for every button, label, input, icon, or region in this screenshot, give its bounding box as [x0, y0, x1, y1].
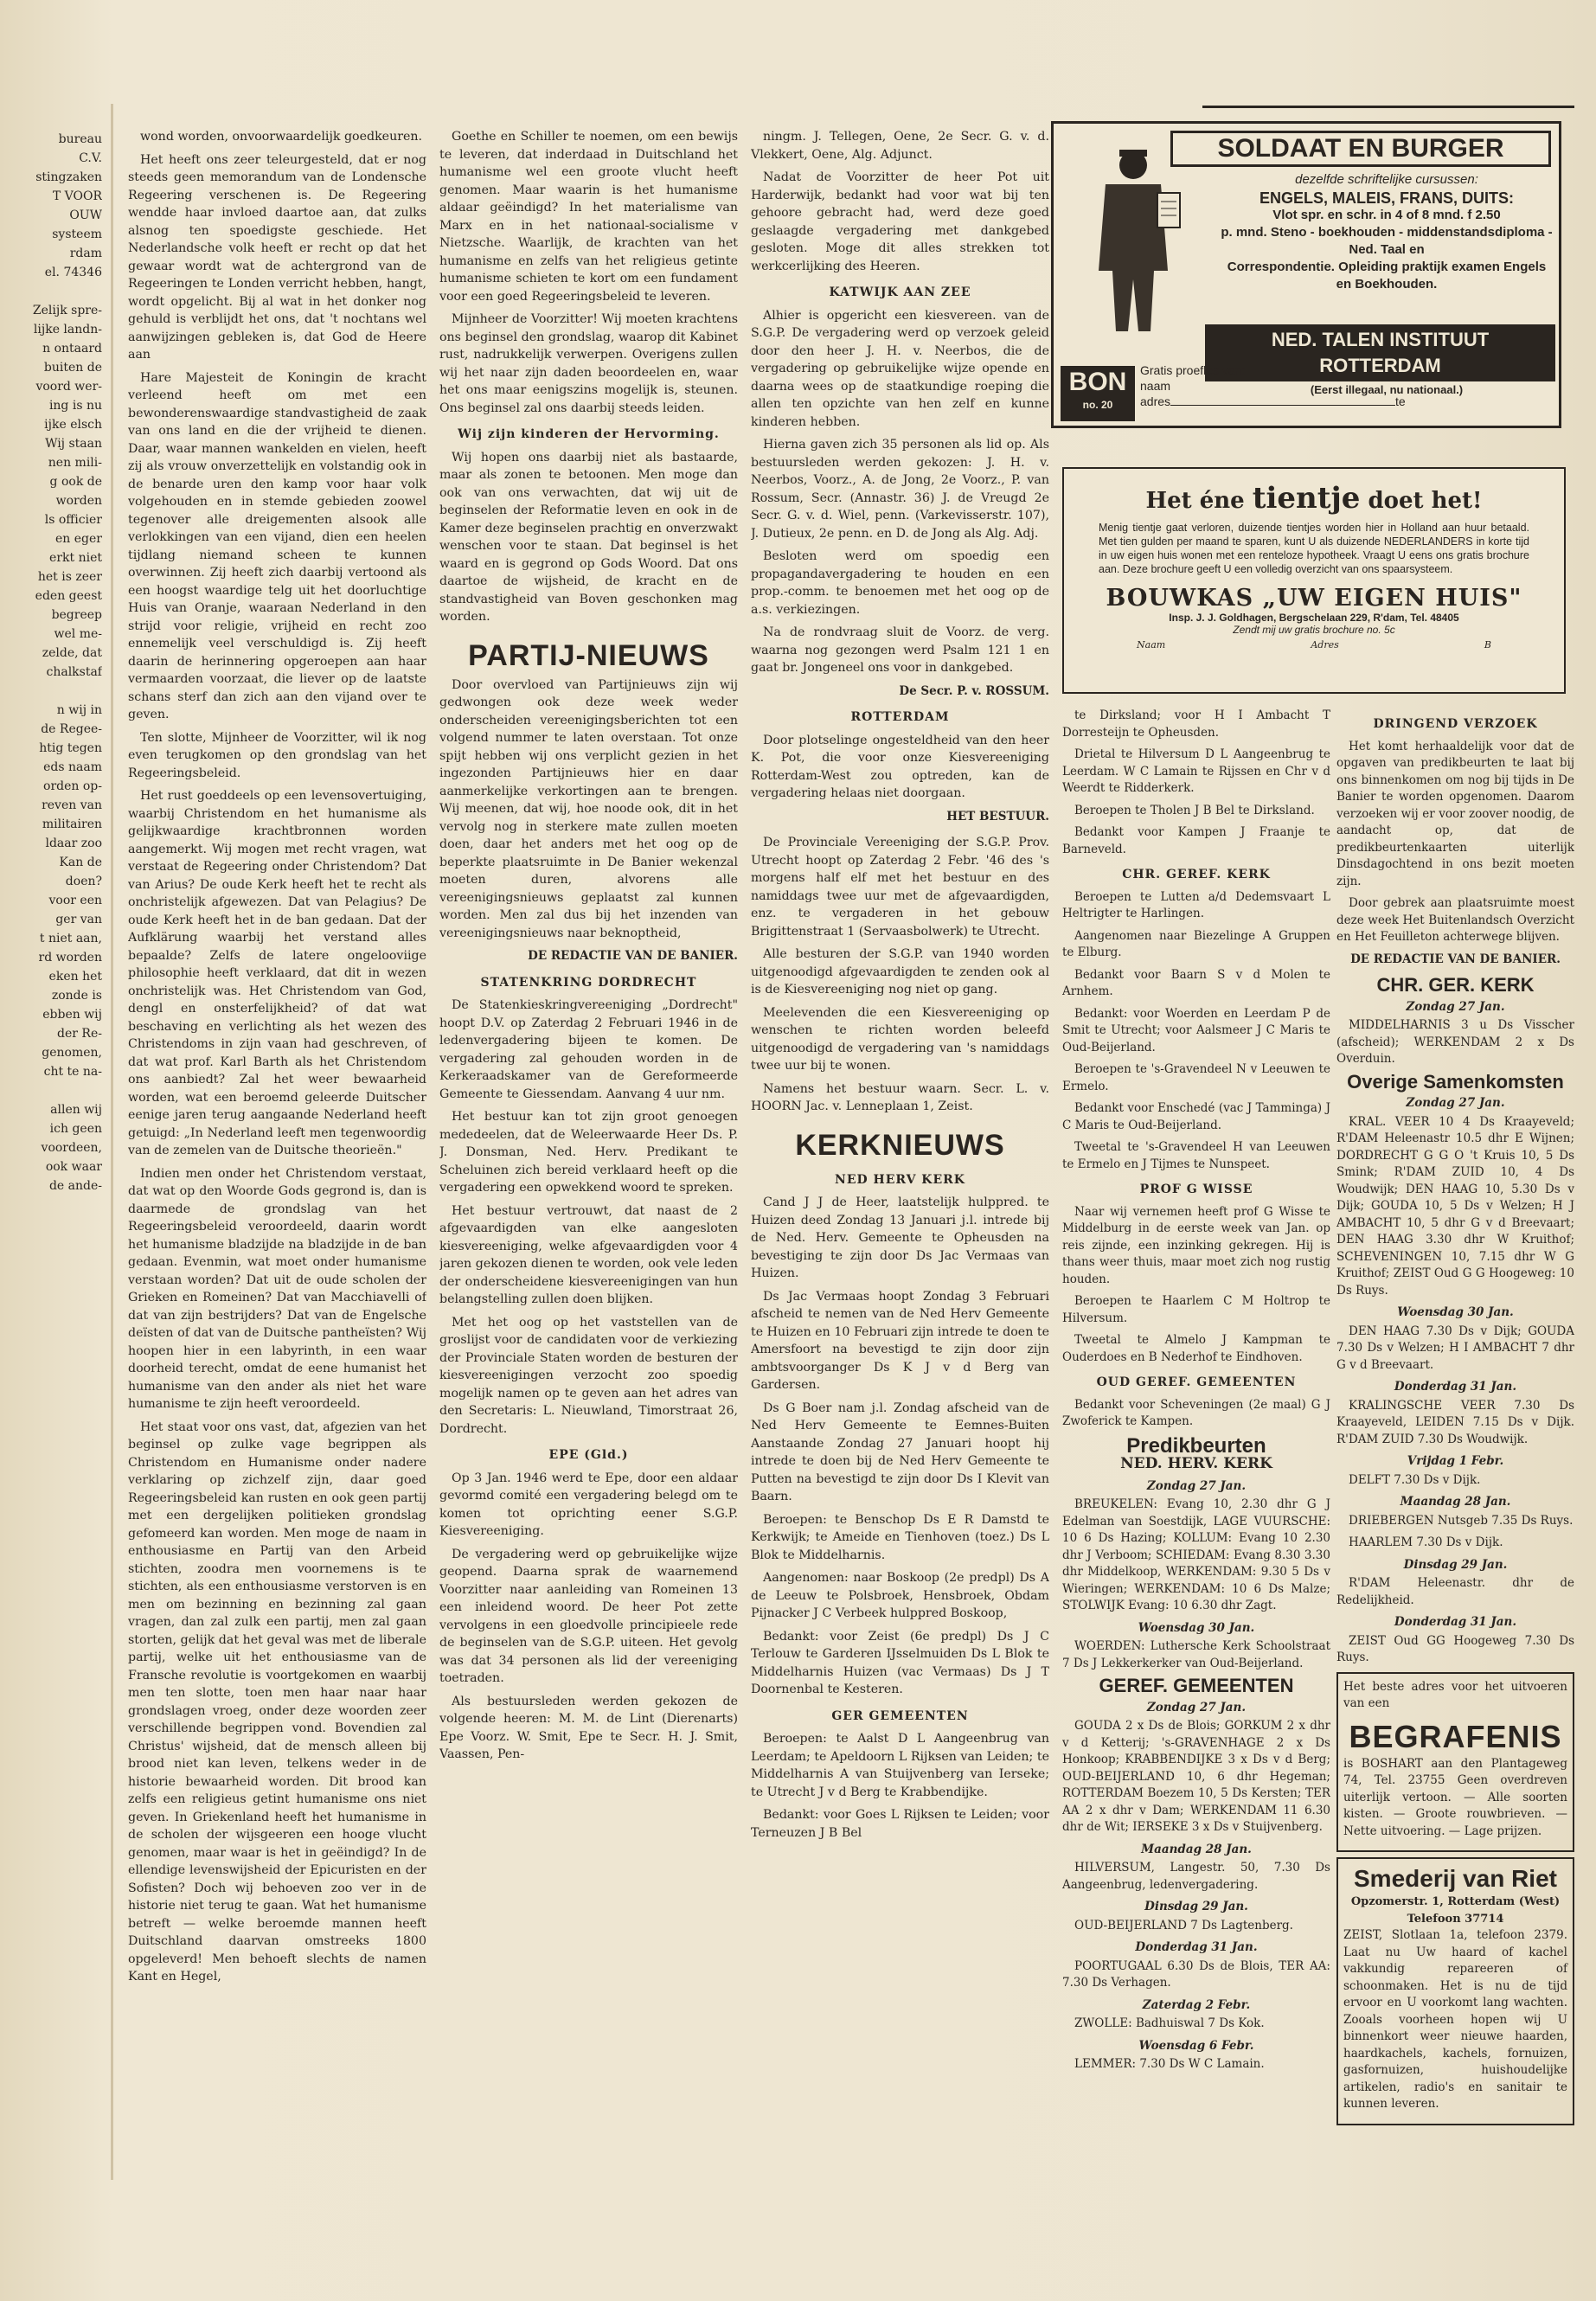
edge-line: systeem — [52, 228, 102, 241]
subheading: NED HERV KERK — [835, 1172, 965, 1187]
subheading: PROF G WISSE — [1139, 1183, 1253, 1196]
edge-line: nen mili- — [48, 456, 102, 470]
article-text: Door plotselinge ongesteldheid van den heer K. Pot, die voor onze Kiesvereeniging Rotterdam-West zou optreden, kan de vergadering helaas niet doorgaan. — [751, 733, 1049, 800]
edge-line: chalkstaf — [46, 665, 102, 679]
edge-line: en eger — [55, 532, 102, 546]
subheading: CHR. GER. KERK — [1376, 974, 1535, 996]
edge-line: t niet aan, — [39, 932, 102, 945]
date-line: Zondag 27 Jan. — [1406, 1096, 1505, 1110]
edge-line: stingzaken — [35, 170, 102, 184]
service-listing: MIDDELHARNIS 3 u Ds Visscher (afscheid); WERKENDAM 2 x Ds Overduin. — [1336, 1018, 1574, 1066]
article-text: Het bestuur vertrouwt, dat naast de 2 afgevaardigden van elke aangesloten kiesvereeniging, welke afgevaardigden voor 4 jaren gekozen dienen te worden, ook vele leden der onderscheidene kiesvereenigingen van hun belangstelling zullen doen blijken. — [439, 1203, 738, 1306]
edge-line: voordeen, — [41, 1141, 102, 1155]
date-line: Zondag 27 Jan. — [1406, 999, 1505, 1014]
section-heading-partij-nieuws: PARTIJ-NIEUWS — [468, 638, 709, 672]
service-listing: HAARLEM 7.30 Ds v Dijk. — [1349, 1535, 1503, 1549]
subheading: Overige Samenkomsten — [1347, 1070, 1564, 1093]
advertisement-begrafenis — [1336, 1672, 1574, 1853]
article-text: Met het oog op het vaststellen van de groslijst voor de candidaten voor de verkiezing der Provinciale Staten worden de besturen der kiesvereenigingen verzocht zoo spoedig mogelijk namen op te geven aan het adres van den Secretaris: L. Nieuwland, Timorstraat 26, Dordrecht. — [439, 1315, 738, 1436]
edge-line: de ande- — [48, 1179, 102, 1193]
edge-line: voord wer- — [35, 380, 102, 394]
edge-line: doen? — [65, 875, 102, 888]
church-news: Tweetal te 's-Gravendeel H van Leeuwen te Ermelo en J Tijmes te Nunspeet. — [1062, 1140, 1330, 1171]
service-listing: KRALINGSCHE VEER 7.30 Ds Kraayeveld, LEIDEN 7.15 Ds v Dijk. R'DAM ZUID 7.30 Ds Woudwijk. — [1336, 1398, 1574, 1446]
signature: De Secr. P. v. ROSSUM. — [899, 683, 1049, 698]
ad-title: Het éne tientje doet het! — [1145, 481, 1483, 516]
service-listing: GOUDA 2 x Ds de Blois; GORKUM 2 x dhr v d Ketterij; 's-GRAVENHAGE 2 x Ds Honkoop; KRABBENDIJKE 3 x Ds v d Berg; OUD-BEIJERLAND 10, 6 dhr Hegeman; ROTTERDAM Boezem 10, 5 Ds Kersten; TER AA 2 x dhr v Dam; WERKENDAM 11 6.30 dhr de Wit; IERSEKE 3 x Ds v Stuijvenberg. — [1062, 1719, 1330, 1834]
edge-line: htig tegen — [39, 741, 102, 755]
edge-line: zelde, dat — [42, 646, 102, 660]
ad-title: SOLDAAT EN BURGER — [1170, 131, 1551, 167]
church-news: Bedankt voor Scheveningen (2e maal) G J Zwoferick te Kampen. — [1062, 1397, 1330, 1428]
service-listing: BREUKELEN: Evang 10, 2.30 dhr G J Edelman van Soestdijk, LAGE VUURSCHE: 10 6 Ds Hazing; KOLLUM: Evang 10 2.30 dhr J Verboom; SCHIEDAM: Evang 8.30 3.30 dhr Middelkoop, WERKENDAM: 9.30 5 Ds v Wieringen; WERKENDAM: 10 6 Ds Malze; STOLWIJK Evang: 10 6.30 dhr Zagt. — [1062, 1497, 1330, 1612]
coupon-line: Gratis proefles van: — [1140, 363, 1246, 377]
article-text: Cand J J de Heer, laatstelijk hulppred. te Huizen deed Zondag 13 Januari j.l. intrede bij de Ned. Herv. Gemeente te Opheusden na bevestiging te zijn door Ds Jac Vermaas van Huizen. — [751, 1195, 1049, 1280]
column-3 — [751, 128, 1049, 2135]
article-text: Hierna gaven zich 35 personen als lid op. Als bestuursleden werden gekozen: J. H. v. Neerbos, Voorz., A. de Jong, 2e Voorz., P. van Rossum, Secr. (Annastr. 36) J. de Vreugd 2e Secr. G. v. d. Wiel, penn. (Varkevisserstr. 107), J. Dutieux, 2e penn. en D. de Jong als Alg. Adj. — [751, 438, 1049, 541]
edge-line: ook waar — [45, 1160, 102, 1174]
edge-line: Kan de — [59, 856, 102, 869]
edge-line: Zelijk spre- — [32, 304, 102, 317]
edge-line: ger van — [55, 913, 102, 926]
church-news: Bedankt voor Kampen J Fraanje te Barneveld. — [1062, 825, 1330, 856]
edge-line: worden — [55, 494, 102, 508]
edge-line: rdam — [69, 247, 102, 260]
column-1 — [128, 128, 426, 2135]
edge-line: C.V. — [79, 151, 102, 165]
church-news: Bedankt: voor Woerden en Leerdam P de Smit te Utrecht; voor Aalsmeer J C Maris te Oud-Beijerland. — [1062, 1006, 1330, 1054]
edge-line: het is zeer — [37, 570, 102, 584]
service-listing: WOERDEN: Luthersche Kerk Schoolstraat 7 Ds J Lekkerkerker van Oud-Beijerland. — [1062, 1639, 1330, 1670]
article-text: Het rust goeddeels op een levensovertuiging, waarbij Christendom en het humanisme als gelijkwaardige krachtbronnen worden aangemerkt. Wij mogen met recht vragen, wat verstaat de Regeering onder Christendom? Dat van Arius? De oude Kerk heeft het te recht als onchristelijk afgewezen. Dat van Pelagius? De oude Kerk heeft het in de ban gedaan. Dat der Aufklärung waarbij het verstand alles bepaalde? Zelfs de latere ongelooviige philosophie heeft verklaard, dat dit in wezen onchristelijk was. Het Christendom van God, dengl en onsterfelijkheid? of dat wat beschaving en verlichting als het wezen des Christendoms in zijn vaan had geschreven, of dat wat prof. Karl Barth als het Christendom ons aanbiedt? Zal het weer bewaarheid worden, wat een beroemd geleerde Duitscher eenige jaren terug aangaande Nederland heeft getuigd: „In Nederland leeft men tegenwoordig van de zemelen van de Duitsche theorieën." — [128, 789, 426, 1157]
date-line: Donderdag 31 Jan. — [1394, 1615, 1517, 1629]
edge-line: cht te na- — [43, 1065, 102, 1079]
article-text: Beroepen: te Benschop Ds E R Damstd te Kerkwijk; te Ameide en Tienhoven (toez.) Ds L Blok te Middelharnis. — [751, 1512, 1049, 1562]
subheading: DRINGEND VERZOEK — [1373, 717, 1538, 731]
edge-line: allen wij — [50, 1103, 102, 1117]
date-line: Zaterdag 2 Febr. — [1142, 1997, 1251, 2012]
article-text: Ds Jac Vermaas hoopt Zondag 3 Februari afscheid te nemen van de Ned Herv Gemeente te Huizen en 10 Februari zijn intrede te doen te Amersfoort na bevestigd te zijn door zijn ambtsvoorganger Ds K J v d Berg van Gardersen. — [751, 1289, 1049, 1392]
signature: DE REDACTIE VAN DE BANIER. — [1350, 952, 1561, 966]
date-line: Maandag 28 Jan. — [1141, 1842, 1252, 1856]
church-news: Beroepen te Tholen J B Bel te Dirksland. — [1074, 803, 1315, 817]
edge-line — [0, 682, 102, 701]
edge-line: n wij in — [56, 703, 102, 717]
date-line: Donderdag 31 Jan. — [1394, 1380, 1517, 1394]
ad-address: Opzomerstr. 1, Rotterdam (West) Telefoon 37714 — [1350, 1895, 1561, 1926]
ad-title: Smederij van Riet — [1354, 1865, 1557, 1892]
top-rule — [1202, 106, 1574, 108]
date-line: Vrijdag 1 Febr. — [1407, 1454, 1504, 1468]
church-news: Beroepen te 's-Gravendeel N v Leeuwen te Ermelo. — [1062, 1062, 1330, 1093]
edge-line: n ontaard — [42, 342, 102, 356]
article-text: Meelevenden die een Kiesvereeniging op wenschen te richten worden beleefd uitgenoodigd de vergadering van 's namiddags twee uur bij te wonen. — [751, 1005, 1049, 1073]
article-text: Bedankt: voor Goes L Rijksen te Leiden; voor Terneuzen J B Bel — [751, 1808, 1049, 1840]
edge-line — [0, 1081, 102, 1100]
date-line: Donderdag 31 Jan. — [1135, 1940, 1258, 1954]
church-news: Drietal te Hilversum D L Aangeenbrug te Leerdam. W C Lamain te Rijssen en Chr v d Weerdt te Ridderkerk. — [1062, 747, 1330, 795]
article-text: ningm. J. Tellegen, Oene, 2e Secr. G. v. d. Vlekkert, Oene, Alg. Adjunct. — [751, 130, 1049, 162]
advertisement-smederij — [1336, 1857, 1574, 2125]
coupon-line: adres te — [1140, 394, 1406, 408]
article-text: Door overvloed van Partijnieuws zijn wij gedwongen ook deze week weder onderscheiden vereenigingsberichten tot een volgend nummer te laten overstaan. Tot onze spijt hebben wij ons verplicht gezien in het ingezonden Partijnieuws hier en daar aanmerkelijke verkortingen aan te brengen. Wij meenen, dat wij, hoe noode ook, dit in het vervolg nog in sterkere mate zullen moeten doen, daar het anders met het oog op de beperkte plaatsruimte in De Banier wekenzal moeten duren, alvorens alle vereenigingsnieuws geplaatst zal kunnen worden. Men zal dus bij het inzenden van vereenigingsnieuws naar beknoptheid, — [439, 677, 738, 940]
service-listing: DRIEBERGEN Nutsgeb 7.35 Ds Ruys. — [1349, 1513, 1574, 1528]
edge-line: eds naam — [43, 760, 102, 774]
subheading: STATENKRING DORDRECHT — [480, 975, 697, 990]
subheading: GER GEMEENTEN — [831, 1708, 969, 1723]
article-text: Ds G Boer nam j.l. Zondag afscheid van de Ned Herv Gemeente te Eemnes-Buiten Aanstaande Zondag 27 Januari hoopt hij intrede te doen bij de Ned Herv Gemeente te Putten na bevestigd te zijn door Ds I Klevit van Baarn. — [751, 1400, 1049, 1503]
coupon-title: BON — [1068, 368, 1127, 396]
article-text: Ten slotte, Mijnheer de Voorzitter, wil ik nog even terugkomen op den grondslag van het Regeeringsbeleid. — [128, 730, 426, 780]
ad-subtitle: dezelfde schriftelijke cursussen: — [1295, 172, 1478, 187]
date-line: Dinsdag 29 Jan. — [1403, 1557, 1508, 1572]
subheading: ROTTERDAM — [850, 710, 950, 724]
ad-brand: BOUWKAS „UW EIGEN HUIS" — [1106, 585, 1522, 612]
edge-line: bureau — [58, 132, 102, 146]
edge-line: ls officier — [44, 513, 102, 527]
page-fold — [111, 104, 113, 2180]
edge-line: eden geest — [35, 589, 102, 603]
edge-line — [0, 282, 102, 301]
edge-line: der Re- — [57, 1027, 102, 1041]
column-5 — [1336, 708, 1574, 2135]
advertisement-soldaat-en-burger — [1051, 121, 1561, 428]
subheading: GEREF. GEMEENTEN — [1099, 1675, 1294, 1696]
subheading: CHR. GEREF. KERK — [1122, 868, 1271, 881]
church-news: Naar wij vernemen heeft prof G Wisse te Middelburg in de eerste week van Jan. op reis zijnde, een inzinking gekregen. Hij is thans weer thuis, maar moet zich nog rustig houden. — [1062, 1204, 1330, 1286]
edge-line: reven van — [42, 798, 102, 812]
service-listing: HILVERSUM, Langestr. 50, 7.30 Ds Aangeenbrug, ledenvergadering. — [1062, 1861, 1330, 1892]
edge-line: rd worden — [38, 951, 102, 965]
coupon-fields — [1140, 362, 1547, 409]
article-text: Alle besturen der S.G.P. van 1940 worden uitgenoodigd afgevaardigden te zenden ook al is de Kiesvereeniging nog niet op gang. — [751, 947, 1049, 997]
service-listing: KRAL. VEER 10 4 Ds Kraayeveld; R'DAM Heleenastr 10.5 dhr E Wijnen; DORDRECHT G G O 't Kruis 10, 5 Ds Smink; R'DAM ZUID 10, 4 Ds Woudwijk; DEN HAAG 10, 5.30 Ds v Dijk; GOUDA 10, 5 Ds v Welzen; H J AMBACHT 10, 5 dhr G v d Breevaart; DEN HAAG 3.30 dhr W Kruithof; SCHEVENINGEN 10, 7.15 dhr W G Kruithof; ZEIST Oud G G Hoogeweg: 10 Ds Ruys. — [1336, 1114, 1574, 1298]
edge-line: lijke landn- — [33, 323, 102, 336]
edge-line: zonde is — [51, 989, 102, 1003]
date-line: Woensdag 30 Jan. — [1397, 1305, 1514, 1319]
edge-line: militairen — [42, 817, 102, 831]
article-text: Indien men onder het Christendom verstaat, dat wat op den Woorde Gods gegrond is, dan is daarmede de grondslag van het Regeeringsbeleid veroordeeld, daarin wordt het humanisme bladzijde na bladzijde in de ban gedaan. Evenmin, wat moet onder humanisme verstaan worden? Dat uit de oude scholen der Grieken en Romeinen? Dat van Macchiavelli of dat van zijn bestrijders? Dat van de Engelsche deïsten of dat van de Duitsche pantheïsten? Wij hoopen hier in een labyrinth, in een waar doorheid terecht, omdat de eene humanist het humanisme van den ander als niet het ware humanisme te zijn heeft veroordeeld. — [128, 1166, 426, 1411]
edge-line: ldaar zoo — [45, 836, 102, 850]
article-text: Na de rondvraag sluit de Voorz. de verg. waarna nog gezongen werd Psalm 121 1 en gaat br. Jongeneel ons voor in dankgebed. — [751, 625, 1049, 675]
advertisement-bouwkas — [1062, 467, 1566, 694]
soldier-illustration-icon — [1071, 141, 1192, 340]
article-text: Als bestuursleden werden gekozen de volgende heeren: M. M. de Lint (Dierenarts) Epe Voorz. W. Smit, Epe te Secr. H. J. Smit, Vaassen, Pen- — [439, 1694, 738, 1761]
church-news: Tweetal te Almelo J Kampman te Ouderdoes en B Nederhof te Eindhoven. — [1062, 1333, 1330, 1364]
church-news: Bedankt voor Baarn S v d Molen te Arnhem. — [1062, 967, 1330, 998]
coupon-label — [1061, 366, 1135, 421]
edge-line: Wij staan — [45, 437, 102, 451]
church-news: Bedankt voor Enschedé (vac J Tamminga) J C Maris te Oud-Beijerland. — [1062, 1101, 1330, 1132]
subheading: Wij zijn kinderen der Hervorming. — [458, 427, 720, 441]
edge-line: T VOOR — [52, 189, 102, 203]
edge-line: ebben wij — [42, 1008, 102, 1022]
article-text: Wij hopen ons daarbij niet als bastaarde, maar als zonen te betoonen. Men moge dan ook van ons verwachten, dat wij uit de beginselen der Reformatie leven en ook in de Kamer deze beginselen prachtig en onverzwakt wenschen voor te staan. Dat beginsel is het waard en is gegrond op Gods Woord. Dat ons daartoe de wijsheid, de kracht en de standvastigheid van Boven geschonken mag worden. — [439, 450, 738, 624]
ad-body: ZEIST, Slotlaan 1a, telefoon 2379. Laat nu Uw haard of kachel vakkundig repareeren of schoonmaken. Het is nu de tijd ervoor en U voorkomt lang wachten. Zooals voorheen hopen wij U binnenkort weer nieuwe haarden, haardkachels, kachels, fornuizen, gasfornuizen, huishoudelijke artikelen, radio's en sanitair te kunnen leveren. — [1343, 1928, 1567, 2111]
edge-line: g ook de — [49, 475, 102, 489]
date-line: Woensdag 30 Jan. — [1138, 1620, 1255, 1635]
subheading: OUD GEREF. GEMEENTEN — [1096, 1375, 1297, 1389]
ad-fields: Naam Adres B — [1137, 639, 1491, 651]
edge-line: wel me- — [54, 627, 102, 641]
date-line: Zondag 27 Jan. — [1146, 1700, 1247, 1715]
ad-body: is BOSHART aan den Plantageweg 74, Tel. 23755 Geen overdreven uiterlijk vertoon. — Alle soorten kisten. — Groote rouwbrieven. — Nette uitvoering. — Lage prijzen. — [1343, 1756, 1567, 1838]
article-text: Bedankt: voor Zeist (6e predpl) Ds J C Terlouw te Garderen IJsselmuiden Ds L Blok te Middelharnis Huizen (vac Vermaas) Ds J T Doornenbal te Kesteren. — [751, 1629, 1049, 1696]
church-news: Beroepen te Lutten a/d Dedemsvaart L Heltrigter te Harlingen. — [1062, 889, 1330, 920]
coupon-number: no. 20 — [1082, 399, 1113, 411]
service-listing: OUD-BEIJERLAND 7 Ds Lagtenberg. — [1074, 1918, 1293, 1932]
church-news: Beroepen te Haarlem C M Holtrop te Hilversum. — [1062, 1294, 1330, 1325]
service-listing: DELFT 7.30 Ds v Dijk. — [1349, 1472, 1481, 1487]
ad-intro: Het beste adres voor het uitvoeren van een — [1343, 1679, 1567, 1710]
coupon-line: naam — [1140, 379, 1171, 393]
edge-line: ing is nu — [48, 399, 102, 413]
institute-city: ROTTERDAM — [1319, 355, 1441, 376]
date-line: Dinsdag 29 Jan. — [1144, 1900, 1248, 1913]
section-heading-kerknieuws: KERKNIEUWS — [795, 1128, 1005, 1162]
edge-line: voor een — [48, 894, 102, 907]
ad-body — [1218, 189, 1555, 293]
signature: HET BESTUUR. — [946, 809, 1049, 824]
ad-line: ENGELS, MALEIS, FRANS, DUITS: — [1259, 189, 1514, 207]
ad-body: Menig tientje gaat verloren, duizende tientjes worden hier in Holland aan huur betaald. Met tien gulden per maand te sparen, kunt U als duizende NEDERLANDERS in korte tijd in uw eigen huis wonen met een renteloze hypotheek. Vraagt U eens ons gratis brochure aan. Deze brochure geeft U een volledig overzicht van ons spaarsysteem. — [1099, 522, 1529, 575]
article-text: Goethe en Schiller te noemen, om een bewijs te leveren, dat inderdaad in Duitschland het humanisme wel een groote vlucht heeft genomen. Maar waarin is het humanisme aldaar geëindigd? In het materialisme van Marx en in het nationaal-socialisme v Nietzsche. Waarlijk, de krachten van het humanisme en zelfs van het religieus getinte humanisme schieten te kort om een fundament voor een goed Regeeringsbeleid te leveren. — [439, 130, 738, 304]
article-text: Aangenomen: naar Boskoop (2e predpl) Ds A de Leeuw te Polsbroek, Hensbroek, Obdam Pijnacker J C Verbeek hulppred Boskoop, — [751, 1571, 1049, 1620]
institute-name: NED. TALEN INSTITUUT — [1271, 329, 1490, 350]
article-text: Hare Majesteit de Koningin de kracht verleend heeft om met een bewonderenswaardige standvastigheid de zaak van ons land en die der vrijheid te dienen. Daar, waar mannen wankelden en vielen, heeft zij als vrouw onverzettelijk en volstandig ook in de benarde uren den kamp voor haar volk volgehouden en in stemde gebieden zoowel tegenover alle dreigementen alsook alle verlokkingen van een vijand, dien een heelen tijdlang niemand scheen te kunnen overwinnen. Zij heeft zich daarbij vertoond als een hoogst waardige telg uit het doorluchtige Huis van Oranje, waaraan Nederland in den strijd voor religie, vrijheid en recht zoo ennemelijk veel verschuldigd is. Zij heeft daarin de herinnering opgeroepen aan haar vermaarden voorzaat, die liever op de laatste schans sterf dan zich aan den vijand over te geven. — [128, 370, 426, 721]
edge-line: genomen, — [42, 1046, 102, 1060]
service-listing: DEN HAAG 7.30 Ds v Dijk; GOUDA 7.30 Ds v Welzen; H I AMBACHT 7 dhr G v d Breevaart. — [1336, 1324, 1574, 1372]
date-line: Zondag 27 Jan. — [1146, 1478, 1247, 1493]
subheading: KATWIJK AAN ZEE — [829, 285, 971, 299]
ad-address: Insp. J. J. Goldhagen, Bergschelaan 229, R'dam, Tel. 48405 — [1169, 612, 1459, 624]
ad-footer: Zendt mij uw gratis brochure no. 5c — [1233, 624, 1395, 636]
article-text: De Statenkieskringvereeniging „Dordrecht" hoopt D.V. op Zaterdag 2 Februari 1946 in de ledenvergadering bijeen te komen. De vergadering zal gehouden worden in de Kerkeraadskamer van de Gereformeerde Gemeente te Giessendam. Aanvang 4 uur nm. — [439, 998, 738, 1101]
article-text: Alhier is opgericht een kiesvereen. van de S.G.P. De vergadering werd op verzoek geleid door den heer J. H. v. Neerbos, die de vergadering op gebruikelijke wijze opende en daarna wees op de staatkundige roeping die allen ten opzichte van hen zelf en kunne kinderen hebben. — [751, 308, 1049, 429]
church-news: Aangenomen naar Biezelinge A Gruppen te Elburg. — [1062, 928, 1330, 959]
edge-line: ich geen — [49, 1122, 102, 1136]
article-text: Het staat voor ons vast, dat, afgezien van het beginsel op zulke vage begrippen als Christendom en Humanisme onder nadere verklaring op zichzelf zijn, daar goed Regeeringsbeleid kan rusten en ook geen partij met een dergelijken politieken grondslag gefomeerd kan worden. Men moge de naam in enthousiasme en Partij van den Arbeid stichten, zoodra men voornemens is te stichten, als een enthousiasme verstorven is en men om bezinning en bezinning zal gaan vragen, dan zal zulk een partij, men zal gaan storten, gelijk dat het geval was met de liberale partij, welke uit het enthousiasme van de Fransche revolutie is voortgekomen en waarbij men ten slotte, toen men haar naar haar grondslagen vroeg, onder deze woorden zeer verschillende begrippen vond. Bovendien zal Christus' wijsheid, dat de mensch alleen bij brood niet kan leven, telkens weder in de historie bewaarheid worden. Dit brood kan zelfs een religieus getint humanisme ons niet geven. In Griekenland heeft het humanisme in de scholen der wijsgeeren een hooge vlucht genomen, maar waar is het in geëindigd? In de ellendige levenswijsheid der Epicuristen en der Sofisten? Doch wij behoeven zoo ver in de historie niet terug te gaan. Wat het humanisme betreft — welke beroemde mannen heeft Duitschland daarvan omstreeks 1800 opgeleverd! Men behoeft slechts de namen Kant en Hegel, — [128, 1420, 426, 1984]
column-4 — [1062, 708, 1330, 2135]
service-listing: POORTUGAAL 6.30 Ds de Blois, TER AA: 7.30 Ds Verhagen. — [1062, 1958, 1330, 1990]
article-text: Het bestuur kan tot zijn groot genoegen mededeelen, dat de Weleerwaarde Heer Ds. P. J. Donsman, Ned. Herv. Predikant te Scheluinen zich bereid verklaard heeft op die vergadering een opwekkend woord te spreken. — [439, 1110, 738, 1195]
subheading: EPE (Gld.) — [548, 1448, 629, 1462]
edge-line: el. 74346 — [44, 266, 102, 279]
article-text: Nadat de Voorzitter de heer Pot uit Harderwijk, bedankt had voor wat bij ten gehoore gebracht had, werd deze goed geslaagde vergadering met dankgebed gesloten. Moge dit alles strekken tot werkcerlijking des Heeren. — [751, 170, 1049, 273]
article-text: Besloten werd om spoedig een propagandavergadering te houden en een prop.-comm. te benoemen met het oog op de a.s. verkiezingen. — [751, 549, 1049, 617]
edge-line: de Regee- — [41, 722, 102, 736]
notice-text: Door gebrek aan plaatsruimte moest deze week Het Buitenlandsch Overzicht en Het Feuilleton achterwege blijven. — [1336, 896, 1574, 944]
article-text: Het heeft ons zeer teleurgesteld, dat er nog steeds geen memorandum van de Londensche Regeering verschenen is. De Regeering wendde haar invloed daartoe aan, dat zulks alsnog ten spoedigste geschiede. Het Nederlandsche volk heeft er recht op dat het gewaar wordt wat de achtergrond van de Regeeringen te Londen verricht hebben, hangt, wordt opgelicht. Bij al wat in het donker nog gehuld is verblijdt het ons, dat 't nochtans wel aanwijzingen gebleken is, dat God de Heere aan — [128, 152, 426, 362]
service-listing: ZWOLLE: Badhuiswal 7 Ds Kok. — [1074, 2016, 1265, 2030]
cut-off-left-column — [0, 130, 102, 2119]
article-text: De vergadering werd op gebruikelijke wijze geopend. Daarna sprak de waarnemend Voorzitter naar aanleiding van Romeinen 13 een inleidend woord. De heer Pot zette vervolgens in een gloedvolle principieele rede de beginselen van de S.G.P. uiteen. Het gevolg was dat 34 personen als lid der vereeniging toetraden. — [439, 1547, 738, 1685]
ad-line: Correspondentie. Opleiding praktijk examen Engels en Boekhouden. — [1227, 260, 1547, 292]
article-text: wond worden, onvoorwaardelijk goedkeuren. — [140, 130, 423, 144]
article-text: De Provinciale Vereeniging der S.G.P. Prov. Utrecht hoopt op Zaterdag 2 Febr. '46 des 's morgens half elf met het bestuur en des namiddags twee uur met de afgevaardigden, enz. te vergaderen in het gebouw Brigittenstraat 1 (Servaasbolwerk) te Utrecht. — [751, 836, 1049, 939]
date-line: Maandag 28 Jan. — [1400, 1495, 1511, 1509]
article-text: Op 3 Jan. 1946 werd te Epe, door een aldaar gevormd comité een vergadering belegd om te komen tot oprichting eener S.G.P. Kiesvereeniging. — [439, 1471, 738, 1538]
church-news: te Dirksland; voor H I Ambacht T Dorresteijn te Opheusden. — [1062, 708, 1330, 740]
edge-line: begreep — [51, 608, 102, 622]
service-listing: ZEIST Oud GG Hoogeweg 7.30 Ds Ruys. — [1336, 1633, 1574, 1664]
article-text: Beroepen: te Aalst D L Aangeenbrug van Leerdam; te Apeldoorn L Rijksen van Leiden; te Middelharnis A van Stuijvenberg van Ierseke; te Utrecht J v d Berg te Krabbendijke. — [751, 1732, 1049, 1799]
edge-line: OUW — [69, 208, 102, 222]
edge-line: erkt niet — [49, 551, 102, 565]
date-line: Woensdag 6 Febr. — [1138, 2038, 1254, 2053]
column-2 — [439, 128, 738, 2135]
ad-line: Vlot spr. en schr. in 4 of 8 mnd. f 2.50 — [1272, 208, 1501, 222]
signature: DE REDACTIE VAN DE BANIER. — [528, 949, 738, 963]
notice-text: Het komt herhaaldelijk voor dat de opgaven van predikbeurten te laat bij ons binnenkomen om nog bij tijds in De Banier te worden opgenomen. Daarom verzoeken wij er voor zoover noodig, de aandacht op, dat de predikbeurtenkaarten uiterlijk Dinsdagochtend in ons bezit moeten zijn. — [1336, 739, 1574, 888]
ad-line: p. mnd. Steno - boekhouden - middenstandsdiploma - Ned. Taal en — [1221, 225, 1553, 257]
edge-line: ijke elsch — [44, 418, 102, 432]
ad-title: BEGRAFENIS — [1349, 1718, 1562, 1754]
edge-line: eken het — [48, 970, 102, 984]
subheading: NED. HERV. KERK — [1120, 1455, 1272, 1472]
service-listing: R'DAM Heleenastr. dhr de Redelijkheid. — [1336, 1576, 1574, 1607]
section-heading-predikbeurten: Predikbeurten — [1126, 1433, 1266, 1458]
institute-note: (Eerst illegaal, nu nationaal.) — [1310, 383, 1464, 396]
edge-line: orden op- — [43, 779, 102, 793]
article-text: Namens het bestuur waarn. Secr. L. v. HOORN Jac. v. Lenneplaan 1, Zeist. — [751, 1081, 1049, 1113]
article-text: Mijnheer de Voorzitter! Wij moeten krachtens ons beginsel den grondslag, waarop dit Kabinet rust, nadrukkelijk verwerpen. Overigens zullen wij het naar zijn daden beoordeelen en, waar het ons maar eenigszins mogelijk is, steunen. Ons beginsel zal ons daarbij steeds leiden. — [439, 312, 738, 415]
service-listing: LEMMER: 7.30 Ds W C Lamain. — [1074, 2057, 1265, 2071]
edge-line: buiten de — [43, 361, 102, 375]
